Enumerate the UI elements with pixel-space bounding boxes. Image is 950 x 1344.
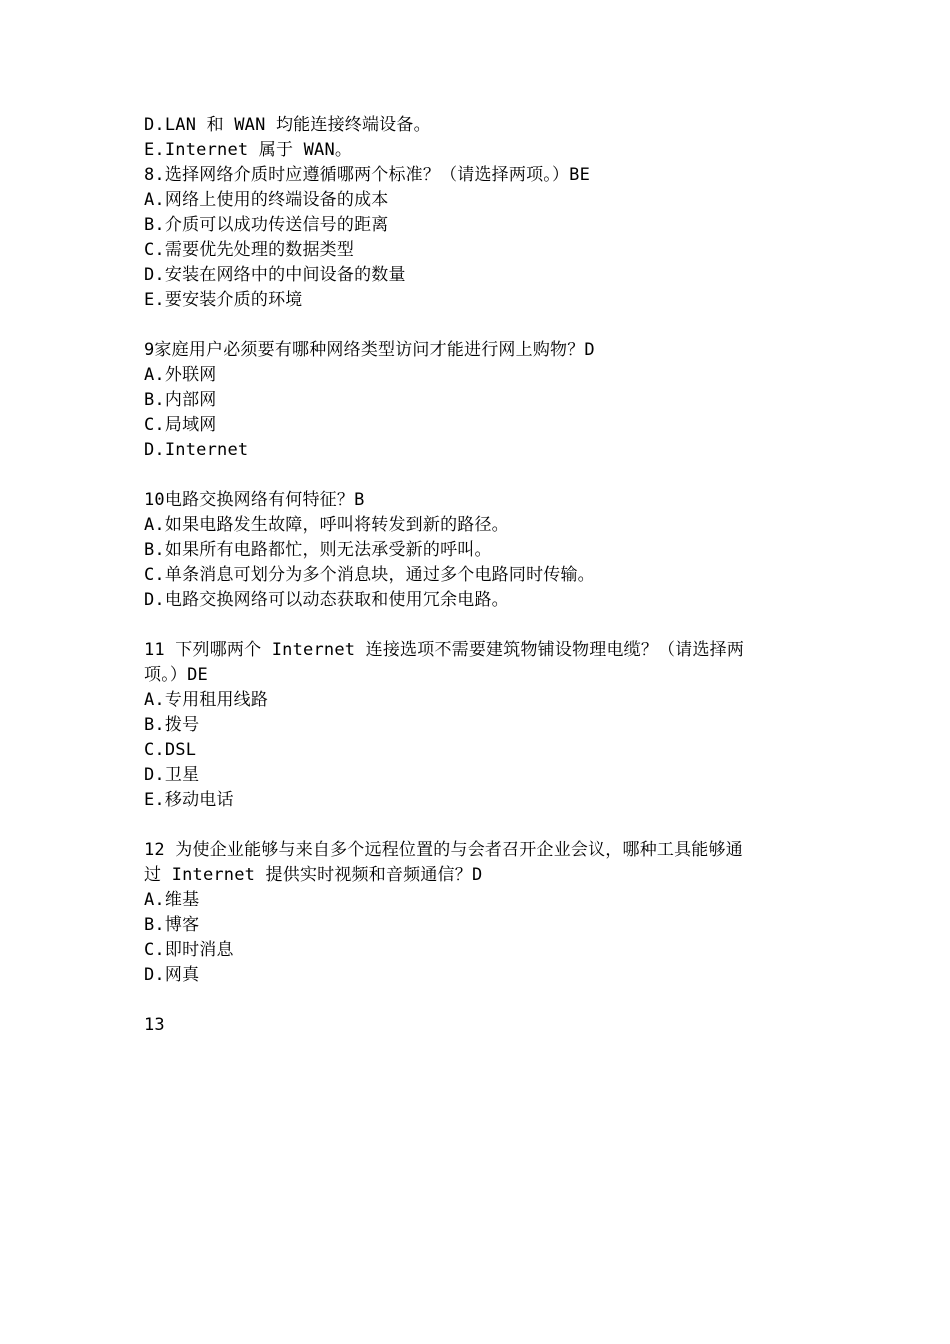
option-a: A.网络上使用的终端设备的成本 bbox=[144, 190, 389, 210]
question-13-text: 13 bbox=[144, 1015, 165, 1035]
option-d: D.LAN 和 WAN 均能连接终端设备。 bbox=[144, 115, 431, 135]
question-12 bbox=[144, 838, 812, 988]
question-11 bbox=[144, 638, 812, 813]
option-c: C.DSL bbox=[144, 740, 197, 760]
option-a: A.专用租用线路 bbox=[144, 690, 269, 710]
question-9 bbox=[144, 338, 812, 463]
question-12-text-line1: 12 为使企业能够与来自多个远程位置的与会者召开企业会议，哪种工具能够通 bbox=[144, 840, 743, 860]
option-e: E.要安装介质的环境 bbox=[144, 290, 303, 310]
question-10-text: 10电路交换网络有何特征？B bbox=[144, 490, 365, 510]
option-b: B.内部网 bbox=[144, 390, 217, 410]
paragraph-spacer bbox=[144, 613, 812, 638]
question-8 bbox=[144, 163, 812, 313]
option-d: D.Internet bbox=[144, 440, 249, 460]
paragraph-spacer bbox=[144, 313, 812, 338]
document-body bbox=[144, 113, 812, 1038]
question-12-text-line2: 过 Internet 提供实时视频和音频通信？D bbox=[144, 865, 483, 885]
option-e: E.移动电话 bbox=[144, 790, 234, 810]
option-d: D.安装在网络中的中间设备的数量 bbox=[144, 265, 406, 285]
option-d: D.网真 bbox=[144, 965, 200, 985]
option-b: B.博客 bbox=[144, 915, 200, 935]
previous-question-tail bbox=[144, 113, 812, 163]
option-a: A.维基 bbox=[144, 890, 200, 910]
option-b: B.拨号 bbox=[144, 715, 200, 735]
option-b: B.介质可以成功传送信号的距离 bbox=[144, 215, 389, 235]
question-10 bbox=[144, 488, 812, 613]
paragraph-spacer bbox=[144, 988, 812, 1013]
option-a: A.如果电路发生故障，呼叫将转发到新的路径。 bbox=[144, 515, 509, 535]
paragraph-spacer bbox=[144, 463, 812, 488]
question-11-text-line1: 11 下列哪两个 Internet 连接选项不需要建筑物铺设物理电缆？（请选择两 bbox=[144, 640, 745, 660]
option-e: E.Internet 属于 WAN。 bbox=[144, 140, 353, 160]
option-c: C.需要优先处理的数据类型 bbox=[144, 240, 355, 260]
question-13 bbox=[144, 1013, 812, 1038]
question-9-text: 9家庭用户必须要有哪种网络类型访问才能进行网上购物？D bbox=[144, 340, 595, 360]
option-d: D.电路交换网络可以动态获取和使用冗余电路。 bbox=[144, 590, 509, 610]
option-c: C.单条消息可划分为多个消息块，通过多个电路同时传输。 bbox=[144, 565, 595, 585]
question-11-text-line2: 项。）DE bbox=[144, 665, 208, 685]
option-c: C.即时消息 bbox=[144, 940, 234, 960]
option-b: B.如果所有电路都忙，则无法承受新的呼叫。 bbox=[144, 540, 492, 560]
option-a: A.外联网 bbox=[144, 365, 217, 385]
option-c: C.局域网 bbox=[144, 415, 217, 435]
paragraph-spacer bbox=[144, 813, 812, 838]
question-8-text: 8.选择网络介质时应遵循哪两个标准？（请选择两项。）BE bbox=[144, 165, 591, 185]
option-d: D.卫星 bbox=[144, 765, 200, 785]
